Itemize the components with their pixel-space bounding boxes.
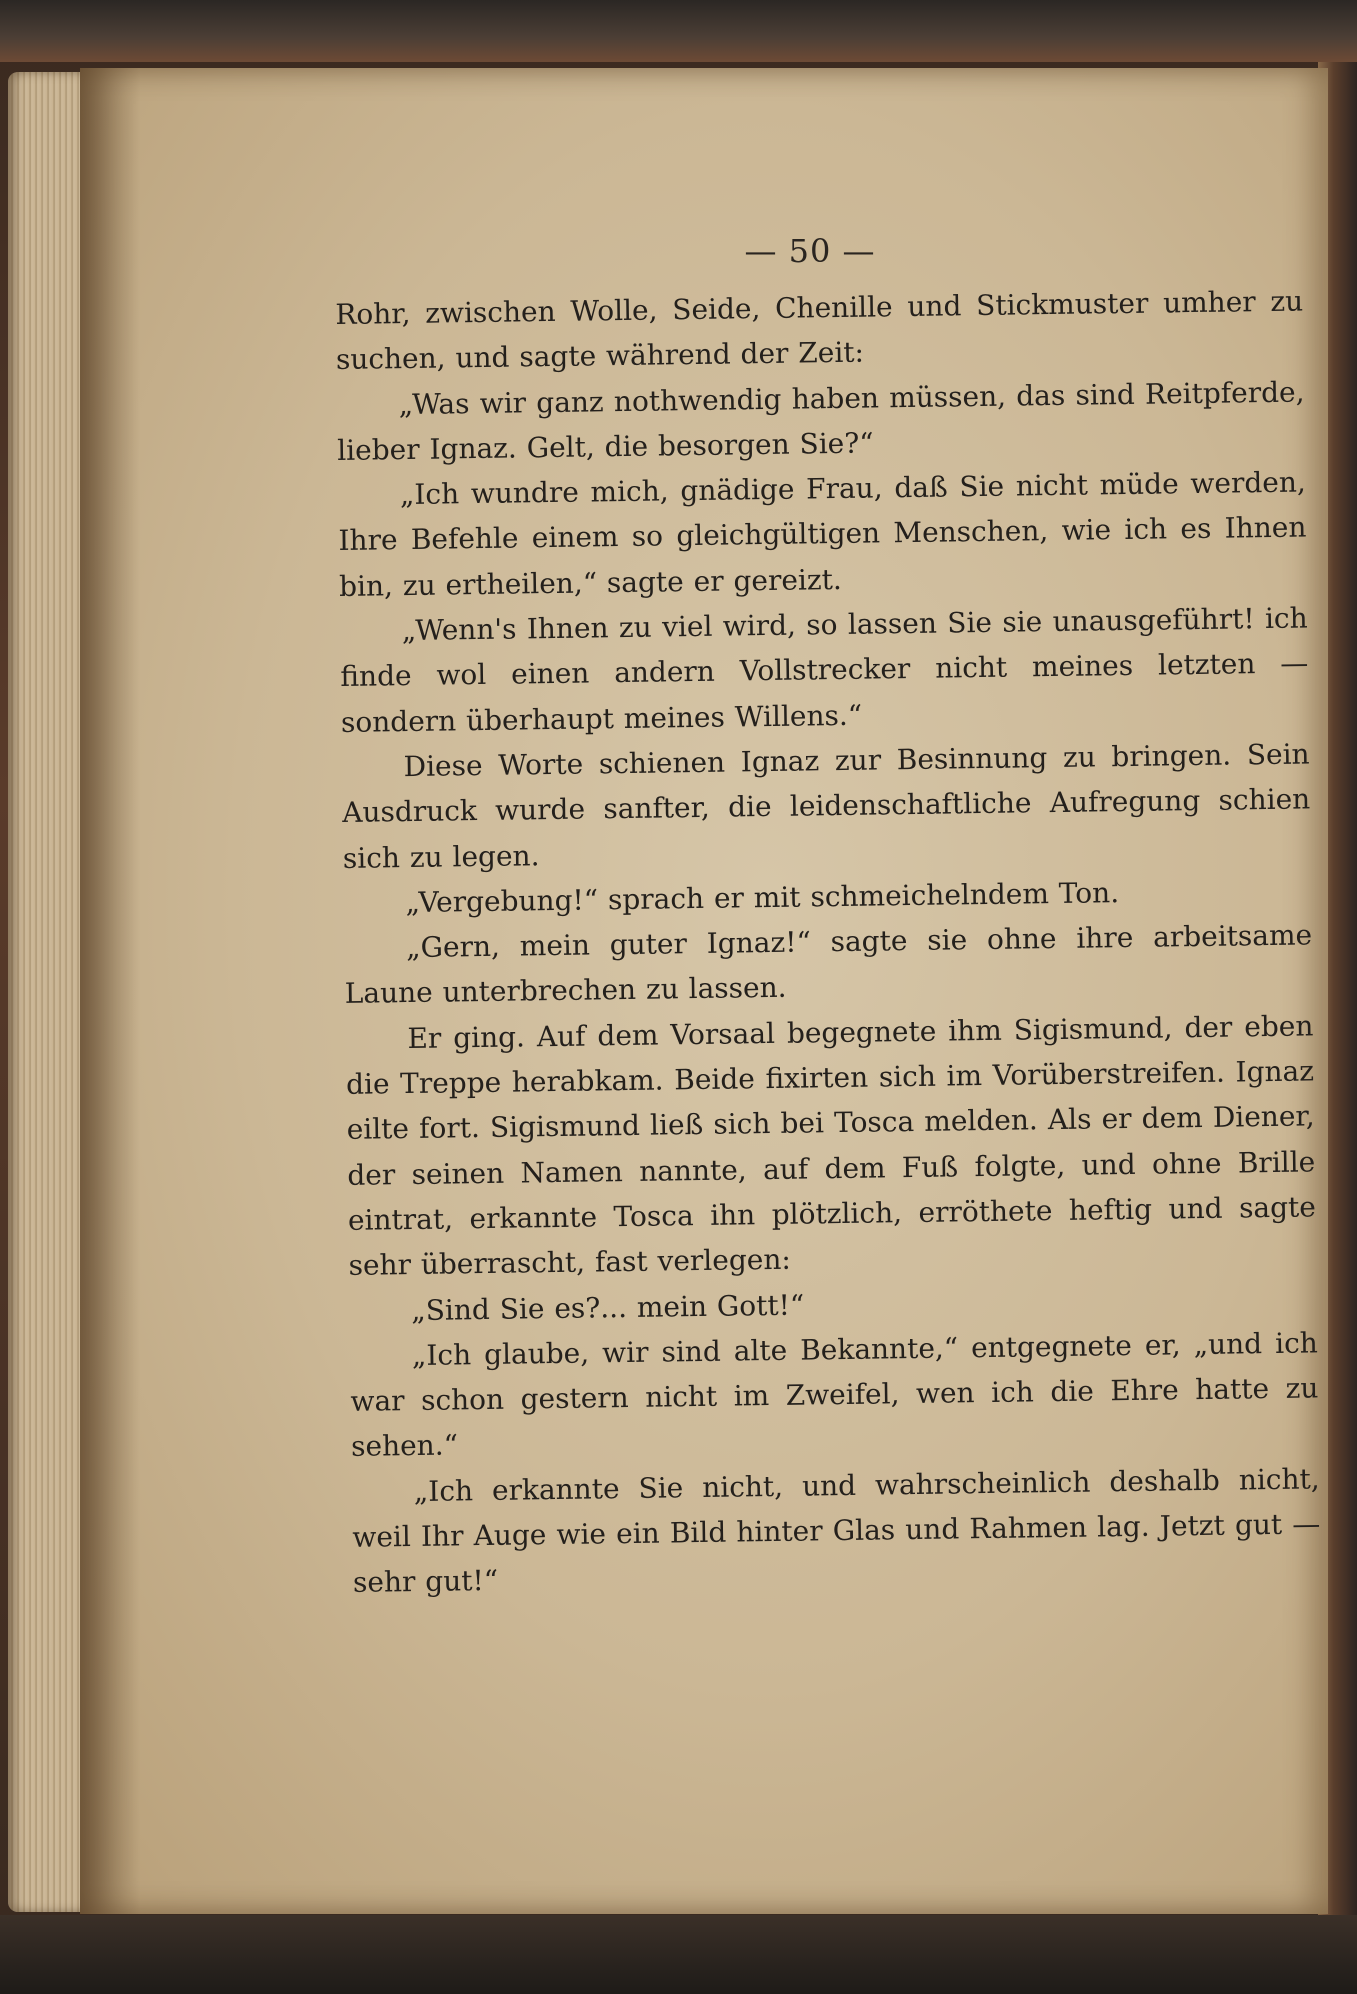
paragraph: Rohr, zwischen Wolle, Seide, Chenille und Stickmuster umher zu suchen, und sagte während der Zeit: [335, 284, 1304, 377]
paragraph: „Sind Sie es?... mein Gott!“ [410, 1288, 805, 1327]
paragraph: „Wenn's Ihnen zu viel wird, so lassen Sie sie unausgeführt! ich finde wol einen andern Vollstrecker nicht meines letzten — sondern überhaupt meines Willens.“ [340, 601, 1309, 739]
paragraph: „Ich erkannte Sie nicht, und wahrscheinlich deshalb nicht, weil Ihr Auge wie ein Bild hinter Glas und Rahmen lag. Jetzt gut — sehr gut!“ [352, 1462, 1321, 1600]
paragraph: „Gern, mein guter Ignaz!“ sagte sie ohne ihre arbeitsame Laune unterbrechen zu lassen. [344, 918, 1313, 1011]
page-number: — 50 — [744, 232, 876, 270]
paragraph: „Vergebung!“ sprach er mit schmeichelndem Ton. [405, 875, 1120, 919]
paragraph: Diese Worte schienen Ignaz zur Besinnung zu bringen. Sein Ausdruck wurde sanfter, die leidenschaftliche Aufregung schien sich zu legen. [342, 737, 1311, 875]
paragraph: Er ging. Auf dem Vorsaal begegnete ihm Sigismund, der eben die Treppe herabkam. Beide fixirten sich im Vorüberstreifen. Ignaz eilte fort. Sigismund ließ sich bei Tosca melden. Als er dem Diener, der seinen Namen nannte, auf dem Fuß folgte, und ohne Brille eintrat, erkannte Tosca ihn plötzlich, erröthete heftig und sagte sehr überrascht, fast verlegen: [345, 1009, 1317, 1283]
paragraph: „Ich wundre mich, gnädige Frau, daß Sie nicht müde werden, Ihre Befehle einem so gleichgültigen Menschen, wie ich es Ihnen bin, zu ertheilen,“ sagte er gereizt. [338, 465, 1307, 603]
paragraph: „Ich glaube, wir sind alte Bekannte,“ entgegnete er, „und ich war schon gestern nicht im Zweifel, wen ich die Ehre hatte zu sehen.“ [350, 1326, 1319, 1464]
top-binding-edge [0, 0, 1357, 62]
paragraph: „Was wir ganz nothwendig haben müssen, das sind Reitpferde, lieber Ignaz. Gelt, die besorgen Sie?“ [336, 375, 1305, 467]
bottom-binding-edge [0, 1915, 1357, 1994]
gutter-shadow [80, 68, 140, 1914]
page-text [335, 278, 1321, 1605]
